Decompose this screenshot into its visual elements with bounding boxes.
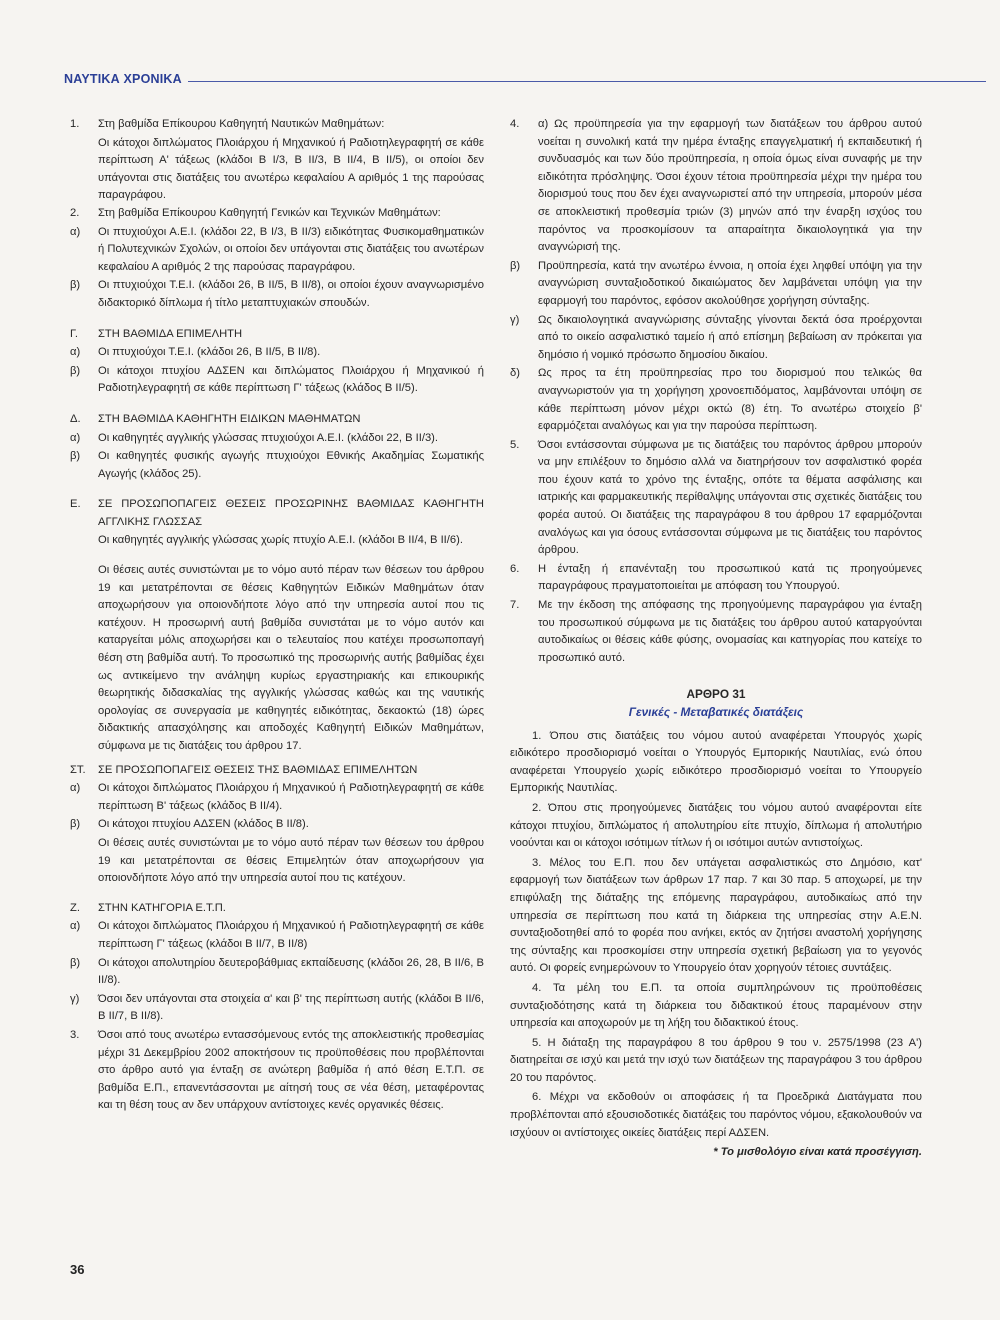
item-marker: Ζ. [70,901,80,914]
item-marker: 5. [510,438,520,451]
item-marker: Ε. [70,498,81,511]
item-text: ΣΤΗΝ ΚΑΤΗΓΟΡΙΑ Ε.Τ.Π. [98,901,226,914]
item-text: Στη βαθμίδα Επίκουρου Καθηγητή Γενικών και Τεχνικών Μαθημάτων: [98,206,441,219]
item-text: Προϋπηρεσία, κατά την ανωτέρω έννοια, η οποία έχει ληφθεί υπόψη για την αναγνώριση συνταξιοδοτικού δικαιώματος δεν λαμβάνεται υπόψη για την εφαρμογή του παρόντος, εφόσον ακολούθησε χορήγηση σύνταξης. [538,259,922,307]
item-marker: Δ. [70,412,81,425]
list-item [70,277,484,312]
page-number: 36 [70,1262,85,1277]
item-marker: 7. [510,599,520,612]
item-marker: 3. [70,1028,80,1041]
item-marker: 2. [70,206,80,219]
item-subtext: Οι θέσεις αυτές συνιστώνται με το νόμο αυτό πέραν των θέσεων του άρθρου 19 και μετατρέπονται σε θέσεις Καθηγητών Ειδικών Μαθημάτων όταν αποχωρήσουν για οποιονδήποτε λόγο από την υπηρεσία αυτοί που τις κατέχουν. Η προσωρινή αυτή βαθμίδα συνιστάται με το νόμο αυτόν και καταργείται μόλις αποχωρήσει και ο τελευταίος που κατέχει προσωποπαγή θέση στη βαθμίδα αυτή. Το προσωπικό της προσωρινής αυτής βαθμίδας έχει ως αντικείμενο την ανάληψη κυρίως εργαστηριακής και επικουρικής θεωρητικής διδασκαλίας της αγγλικής γλώσσας καθώς και της ναυτικής ορολογίας σε συνεργασία με καθηγητές ειδικότητας, δεκαοκτώ (18) ώρες διδακτικής απασχόλησης και αποδοχές Καθηγητή Ειδικών Μαθημάτων, σύμφωνα με τις διατάξεις του άρθρου 17. [98,564,484,752]
list-item [70,224,484,277]
list-item [510,597,922,667]
item-marker: Γ. [70,327,79,340]
item-text: Ως προς τα έτη προϋπηρεσίας προ του διορισμού που τελικώς θα αναγνωριστούν για τη χορήγηση χρονοεπιδόματος, λαμβάνονται υπόψη σε κάθε περίπτωση μόνον μέχρι οκτώ (8) έτη. Το ανωτέρω στοιχείο β' εφαρμόζεται αναλόγως και για την παρούσα περίπτωση. [538,367,922,433]
item-marker: 6. [510,562,520,575]
list-item [70,430,484,448]
item-subtext: Οι καθηγητές αγγλικής γλώσσας χωρίς πτυχίο Α.Ε.Ι. (κλάδοι Β ΙΙ/4, Β ΙΙ/6). [98,534,463,547]
item-marker: α) [70,920,81,933]
item-marker: β) [70,364,81,377]
item-text: Οι καθηγητές φυσικής αγωγής πτυχιούχοι Εθνικής Ακαδημίας Σωματικής Αγωγής (κλάδος 25). [98,450,484,480]
item-marker: α) [70,225,81,238]
item-text: ΣΤΗ ΒΑΘΜΙΔΑ ΚΑΘΗΓΗΤΗ ΕΙΔΙΚΩΝ ΜΑΘΗΜΑΤΩΝ [98,412,361,425]
item-text: Οι κάτοχοι διπλώματος Πλοιάρχου ή Μηχανικού ή Ραδιοτηλεγραφητή σε κάθε περίπτωση Β' τάξεως (κλάδος Β ΙΙ/4). [98,782,484,812]
list-item [510,312,922,365]
item-marker: α) [70,431,81,444]
section-heading [70,326,484,344]
item-marker: γ) [510,313,520,326]
item-text: Οι πτυχιούχοι Τ.Ε.Ι. (κλάδοι 26, Β ΙΙ/5, Β ΙΙ/8). [98,346,321,359]
list-item [510,561,922,596]
item-marker: β) [70,450,81,463]
right-column [510,116,922,1162]
item-text: Οι κάτοχοι διπλώματος Πλοιάρχου ή Μηχανικού ή Ραδιοτηλεγραφητή σε κάθε περίπτωση Γ' τάξεως (κλάδοι Β ΙΙ/7, Β ΙΙ/8) [98,920,484,950]
list-item [70,918,484,953]
left-column [70,116,484,1116]
list-item [70,955,484,990]
item-text: Οι κάτοχοι πτυχίου ΑΔΣΕΝ και διπλώματος Πλοιάρχου ή Μηχανικού ή Ραδιοτηλεγραφητή σε κάθε περίπτωση Γ' τάξεως (κλάδος Β ΙΙ/5). [98,364,484,395]
item-text: α) Ως προϋπηρεσία για την εφαρμογή των διατάξεων του άρθρου αυτού νοείται η συνολική κατά την ημέρα ένταξης επαγγελματική ή εκπαιδευτική ή συνδυασμός και των δύο προϋπηρεσία, η οποία όμως είναι συναφής με την ειδικότητα πρόσληψης. Όσοι έχουν τέτοια προϋπηρεσία μέχρι την ημέρα του διορισμού τους που δεν έχει αναγνωριστεί από την υπηρεσία, μπορούν μέσα σε αποκλειστική προθεσμία τριών (3) μηνών από την έναρξη ισχύος του παρόντος να προσκομίσουν τα απαραίτητα δικαιολογητικά για την αναγνώρισή της. [538,118,922,254]
paragraph: 6. Μέχρι να εκδοθούν οι αποφάσεις ή τα Προεδρικά Διατάγματα που προβλέπονται από εξουσιοδοτικές διατάξεις του παρόντος νόμου, εξακολουθούν να ισχύουν οι αντίστοιχες οικείες διατάξεις περί ΑΔΣΕΝ. [510,1091,922,1139]
paragraph: 3. Μέλος του Ε.Π. που δεν υπάγεται ασφαλιστικώς στο Δημόσιο, κατ' εφαρμογή των διατάξεων των άρθρων 17 παρ. 7 και 30 παρ. 5 αποχωρεί, με την επιφύλαξη της διάταξης της επόμενης παραγράφου, αυτοδικαίως από την υπηρεσία σε περίπτωση που κατά τη διάρκεια της υπηρεσίας στην Α.Ε.Ν. συνταξιοδοτηθεί από το φορέα που ανήκει, εκτός αν ζητήσει αναστολή χορήγησης της σύνταξης και προσκομίσει στην υπηρεσία σχετική βεβαίωση για το γεγονός αυτό. Οι φορείς ενημερώνουν το Υπουργείο όταν χορηγούν τέτοιες συντάξεις. [510,856,922,975]
list-item [70,1027,484,1115]
article-title: ΑΡΘΡΟ 31 [686,687,746,702]
item-text: Οι κάτοχοι πτυχίου ΑΔΣΕΝ (κλάδος Β ΙΙ/8). [98,818,309,831]
running-header [64,72,986,92]
item-text: ΣΕ ΠΡΟΣΩΠΟΠΑΓΕΙΣ ΘΕΣΕΙΣ ΤΗΣ ΒΑΘΜΙΔΑΣ ΕΠΙΜΕΛΗΤΩΝ [98,763,418,776]
magazine-title: ΝΑΥΤΙΚΑ ΧΡΟΝΙΚΑ [64,72,182,86]
list-item [510,258,922,311]
item-text: Οι πτυχιούχοι Τ.Ε.Ι. (κλάδοι 26, Β ΙΙ/5, Β ΙΙ/8), οι οποίοι έχουν αναγνωρισμένο διδακτορικό δίπλωμα ή τίτλο μεταπτυχιακών σπουδών. [98,279,484,309]
list-item [70,116,484,134]
list-item [70,363,484,398]
list-item [70,344,484,362]
item-marker: γ) [70,992,80,1005]
item-subtext: Οι κάτοχοι διπλώματος Πλοιάρχου ή Μηχανικού ή Ραδιοτηλεγραφητή σε κάθε περίπτωση Α' τάξεως (κλάδοι Β Ι/3, Β ΙΙ/3, Β ΙΙ/4, Β ΙΙ/5), οι οποίοι δεν υπάγονται στις διατάξεις του ανωτέρω κεφαλαίου Α αριθμός 1 της παρούσας παραγράφου. [98,136,484,202]
item-text: Ως δικαιολογητικά αναγνώρισης σύνταξης γίνονται δεκτά όσα προέρχονται από το οικείο ασφαλιστικό ταμείο ή από επίσημη βεβαίωση αν πρόκειται για δημόσιο ή νομικό πρόσωπο δημοσίου δικαίου. [538,313,922,361]
list-item [70,205,484,223]
list-item [70,780,484,815]
article-subtitle: Γενικές - Μεταβατικές διατάξεις [628,705,804,719]
paragraph: 5. Η διάταξη της παραγράφου 8 του άρθρου 9 του ν. 2575/1998 (23 Α') διατηρείται σε ισχύ και μετά την ισχύ των διατάξεων της παραγράφου 3 του άρθρου 20 του παρόντος. [510,1036,922,1084]
item-marker: α) [70,346,81,359]
item-text: ΣΤΗ ΒΑΘΜΙΔΑ ΕΠΙΜΕΛΗΤΗ [98,327,243,340]
item-text: Όσοι δεν υπάγονται στα στοιχεία α' και β' της περίπτωση αυτής (κλάδοι Β ΙΙ/6, Β ΙΙ/7, Β ΙΙ/8). [98,992,484,1023]
section-heading [70,900,484,918]
item-subtext: Οι θέσεις αυτές συνιστώνται με το νόμο αυτό πέραν των θέσεων του άρθρου 19 και μετατρέπονται σε θέσεις Επιμελητών όταν αποχωρήσουν για οποιονδήποτε λόγο από την υπηρεσία αυτοί που τις κατέχουν. [98,836,484,885]
item-marker: β) [70,818,81,831]
header-rule [188,81,986,82]
item-text: Στη βαθμίδα Επίκουρου Καθηγητή Ναυτικών Μαθημάτων: [98,118,385,130]
item-marker: β) [510,259,521,272]
section-heading [70,496,484,531]
list-item [510,365,922,435]
item-text: Με την έκδοση της απόφασης της προηγούμενης παραγράφου για ένταξη του προσωπικού σύμφωνα με τις διατάξεις του άρθρου αυτού καταργούνται αυτοδικαίως οι θέσεις κάθε φύσης, ονομασίας και κατηγορίας που κατείχε το προσωπικό αυτό. [538,599,922,664]
item-marker: β) [70,956,81,969]
paragraph: 1. Όπου στις διατάξεις του νόμου αυτού αναφέρεται Υπουργός χωρίς ειδικότερο προσδιορισμό νοείται ο Υπουργός Εμπορικής Ναυτιλίας, ενώ όπου αναφέρεται Υπουργείο χωρίς ειδικότερο προσδιορισμό νοείται το Υπουργείο Εμπορικής Ναυτιλίας. [510,729,922,795]
item-marker: 1. [70,118,80,130]
footnote: * Το μισθολόγιο είναι κατά προσέγγιση. [713,1146,922,1159]
item-text: Όσοι από τους ανωτέρω εντασσόμενους εντός της αποκλειστικής προθεσμίας μέχρι 31 Δεκεμβρίου 2002 αποκτήσουν τις προϋποθέσεις που προβλέπονται στο άρθρο αυτό για ένταξη σε ανώτερη βαθμίδα ή από θέση Ε.Τ.Π. σε βαθμίδα Ε.Π., επανεντάσσονται με αίτησή τους σε νέα θέση, μεταφέροντας και τη θέση τους αν δεν υπάρχουν αντίστοιχες κενές οργανικές θέσεις. [98,1028,484,1112]
item-marker: δ) [510,367,520,380]
section-heading [70,762,484,780]
item-marker: α) [70,782,81,795]
item-marker: β) [70,279,81,292]
list-item [70,991,484,1026]
list-item [70,816,484,834]
item-text: Η ένταξη ή επανένταξη του προσωπικού κατά τις προηγούμενες παραγράφους πραγματοποιείται με απόφαση του Υπουργού. [538,562,922,593]
paragraph: 2. Όπου στις προηγούμενες διατάξεις του νόμου αυτού αναφέρονται είτε κάτοχοι πτυχίου, διπλώματος ή απολυτηρίου είτε πτυχίο, δίπλωμα ή απολυτήριο νοούνται και οι κάτοχοι ισότιμων τίτλων ή οι ισότιμοι αυτών αντιστοίχως. [510,801,922,850]
list-item [70,448,484,483]
item-text: ΣΕ ΠΡΟΣΩΠΟΠΑΓΕΙΣ ΘΕΣΕΙΣ ΠΡΟΣΩΡΙΝΗΣ ΒΑΘΜΙΔΑΣ ΚΑΘΗΓΗΤΗ ΑΓΓΛΙΚΗΣ ΓΛΩΣΣΑΣ [98,498,484,528]
item-marker: 4. [510,118,520,130]
item-text: Όσοι εντάσσονται σύμφωνα με τις διατάξεις του παρόντος άρθρου μπορούν να μην επιλέξουν το δημόσιο αλλά να διατηρήσουν τον ασφαλιστικό φορέα που έχουν κατά το χρόνο της ένταξης, οπότε τα θέματα ασφάλισης και ιατρικής και φαρμακευτικής περίθαλψης υπάγονται στις σχετικές διατάξεις του φορέα αυτού. Οι διατάξεις της παραγράφου 8 του άρθρου 17 εφαρμόζονται αναλόγως και για όσους εντάσσονται σύμφωνα με τις διατάξεις του παρόντος άρθρου. [538,438,922,557]
item-text: Οι πτυχιούχοι Α.Ε.Ι. (κλάδοι 22, Β Ι/3, Β ΙΙ/3) ειδικότητας Φυσικομαθηματικών ή Πολυτεχνικών Σχολών, οι οποίοι δεν υπάγονται στις διατάξεις του ανωτέρων κεφαλαίου Α αριθμός 2 της παρούσας παραγράφου. [98,225,484,273]
item-marker: ΣΤ. [70,763,86,776]
item-text: Οι κάτοχοι απολυτηρίου δευτεροβάθμιας εκπαίδευσης (κλάδοι 26, 28, Β ΙΙ/6, Β ΙΙ/8). [98,956,484,987]
list-item [510,437,922,560]
item-text: Οι καθηγητές αγγλικής γλώσσας πτυχιούχοι Α.Ε.Ι. (κλάδοι 22, Β ΙΙ/3). [98,431,439,444]
list-item [510,116,922,257]
section-heading [70,411,484,429]
paragraph: 4. Τα μέλη του Ε.Π. τα οποία συμπληρώνουν τις προϋποθέσεις συνταξιοδότησης κατά τη διάρκεια του διδακτικού έτους παραμένουν στην υπηρεσία και αποχωρούν με τη λήξη του διδακτικού έτους. [510,981,922,1030]
